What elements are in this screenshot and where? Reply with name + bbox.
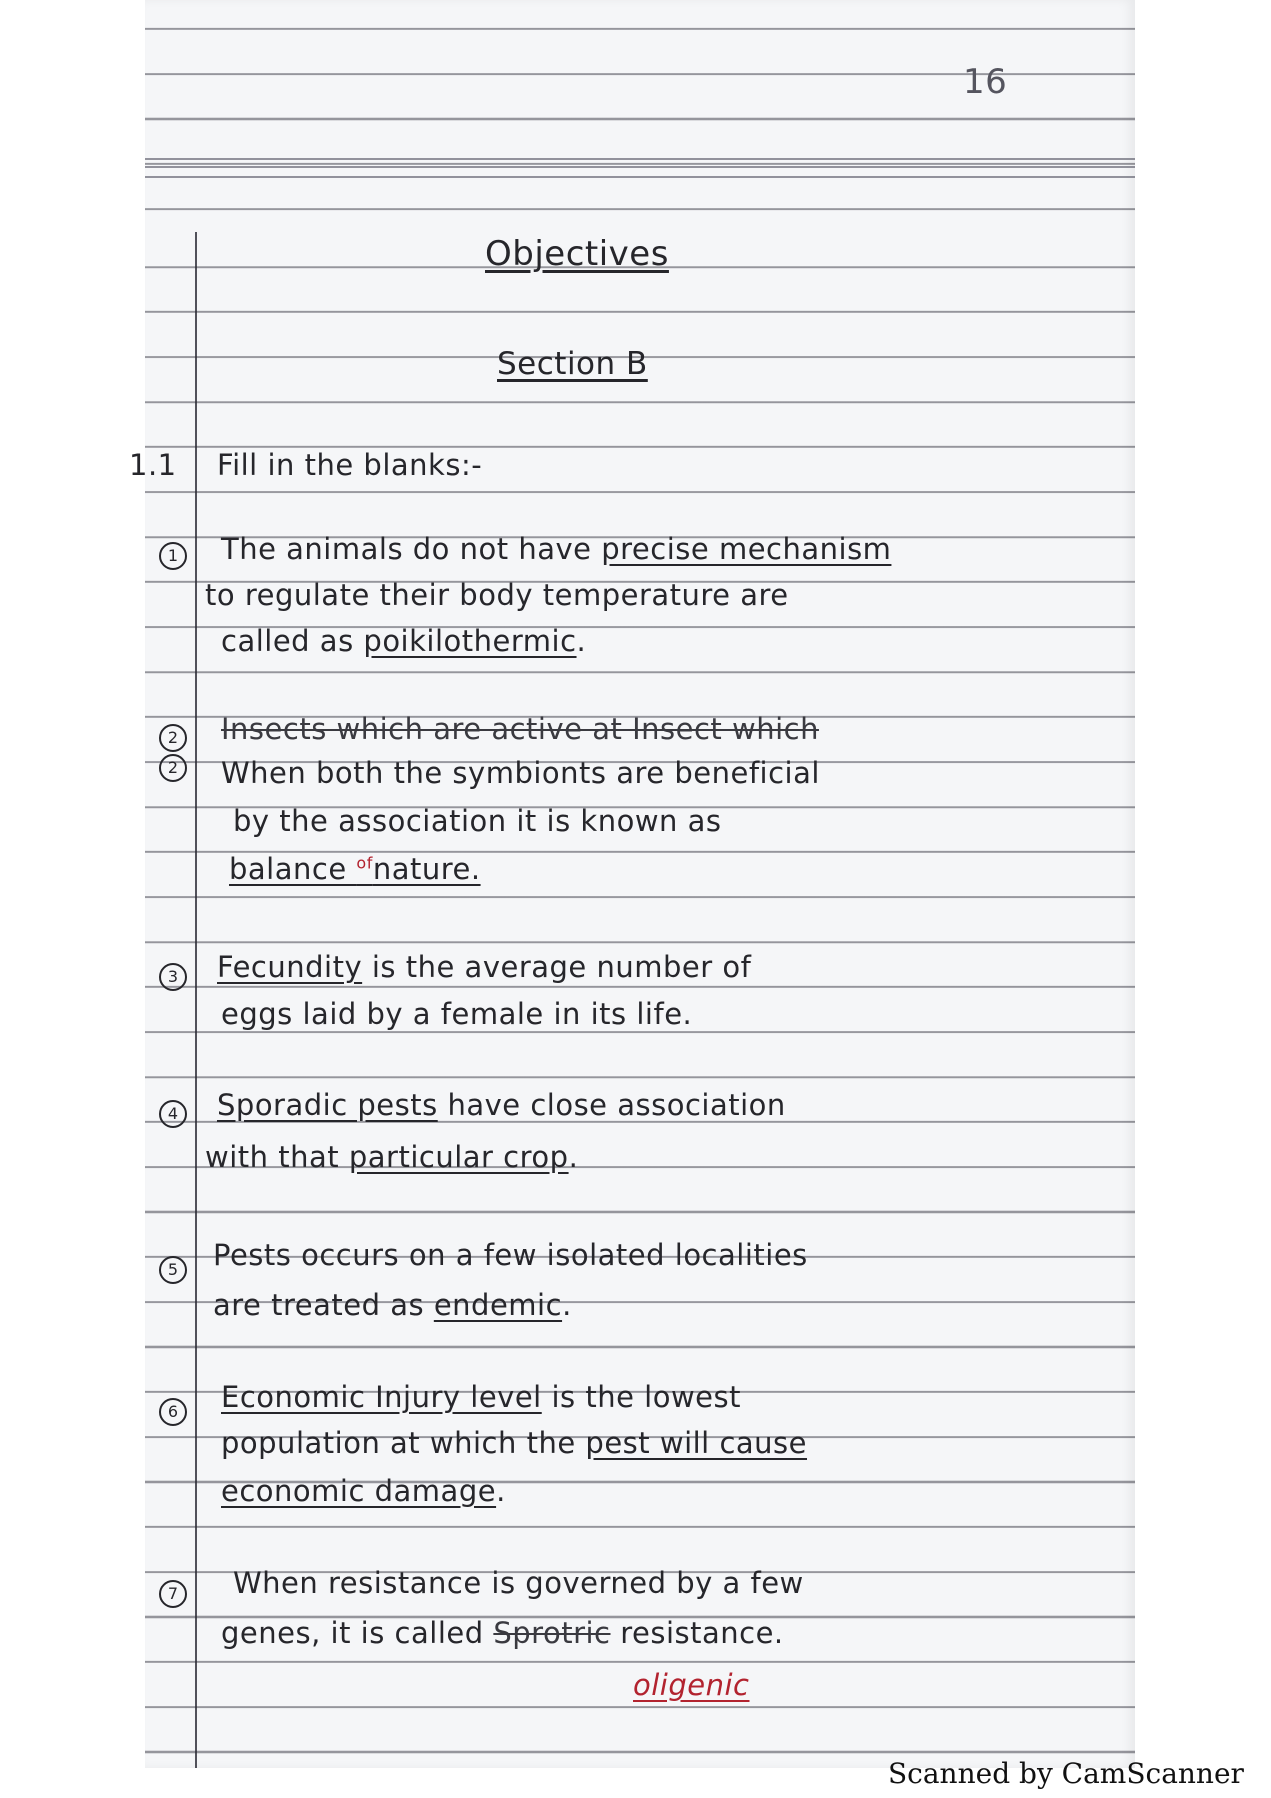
item-5-line-2: are treated as endemic. (213, 1288, 572, 1322)
item-2-line-3: by the association it is known as (233, 804, 722, 838)
struck-out-line: Insects which are active at Insect which (221, 712, 819, 746)
item-7-line-2: genes, it is called Sprotric resistance. (221, 1616, 784, 1650)
answer: Fecundity (217, 950, 363, 984)
item-6-line-2: population at which the pest will cause (221, 1426, 808, 1460)
item-1-line-2: to regulate their body temperature are (205, 578, 789, 612)
item-number: 2 (159, 754, 187, 782)
question-label: 1.1 (129, 448, 177, 482)
margin-line (195, 232, 197, 1768)
scanner-watermark: Scanned by CamScanner (888, 1757, 1244, 1790)
section-heading: Section B (497, 346, 648, 382)
page-number: 16 (963, 62, 1008, 102)
notebook-page (129, 0, 1135, 1768)
item-number: 4 (159, 1100, 187, 1128)
item-number: 2 (159, 724, 187, 752)
item-2-line-2: When both the symbionts are beneficial (221, 756, 820, 790)
item-1-line-3: called as poikilothermic. (221, 624, 587, 658)
item-4-line-2: with that particular crop. (205, 1140, 579, 1174)
item-4-line-1: Sporadic pests have close association (217, 1088, 786, 1122)
correction-word: oligenic (633, 1668, 750, 1702)
item-2-line-4: balance $^{of}$nature. (229, 852, 481, 886)
item-number: 3 (159, 963, 187, 991)
answer: poikilothermic (363, 624, 577, 658)
header-rule (145, 158, 1135, 160)
item-number: 1 (159, 542, 187, 570)
item-6-line-3: economic damage. (221, 1474, 506, 1508)
answer: endemic (433, 1288, 563, 1322)
item-1-line-1: The animals do not have precise mechanism (221, 532, 892, 566)
item-3-line-1: Fecundity is the average number of (217, 950, 752, 984)
item-number: 5 (159, 1256, 187, 1284)
answer: Economic Injury level (221, 1380, 542, 1414)
header-rule (145, 176, 1135, 178)
item-6-line-1: Economic Injury level is the lowest (221, 1380, 742, 1414)
answer: Sporadic pests (217, 1088, 438, 1122)
item-number: 7 (159, 1580, 187, 1608)
item-3-line-2: eggs laid by a female in its life. (221, 997, 693, 1031)
item-7-line-1: When resistance is governed by a few (233, 1566, 804, 1600)
struck-out-word: Sprotric (493, 1616, 611, 1650)
question-prompt: Fill in the blanks:- (217, 448, 483, 482)
header-rule (145, 166, 1135, 168)
inserted-word: of (356, 853, 373, 873)
page-title: Objectives (485, 234, 669, 274)
item-number: 6 (159, 1398, 187, 1426)
item-5-line-1: Pests occurs on a few isolated localities (213, 1238, 808, 1272)
